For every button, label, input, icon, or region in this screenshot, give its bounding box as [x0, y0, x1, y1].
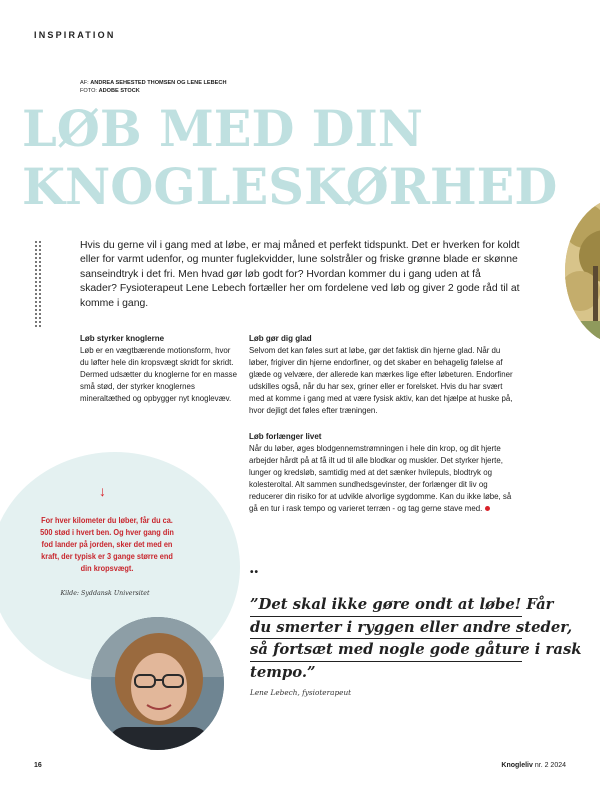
lead-paragraph: Hvis du gerne vil i gang med at løbe, er maj måned et perfekt tidspunkt. Det er hverken for koldt eller for varmt udenfor, og munter fuglekvidder, lune solstråler og friske grønne blade er skønne sanseindtryk i det fri. Men hvad gør løb godt for? Hvordan kommer du i gang uden at få skader? Fysioterapeut Lene Lebech fortæller her om fordelene ved løb og giver 2 gode råd til at komme i gang. — [80, 240, 520, 309]
quote-line-2: du smerter i ryggen eller andre steder, — [250, 617, 522, 640]
quote-line-3: så fortsæt med nogle gode gåture i rask — [250, 639, 522, 662]
decorative-dots — [34, 240, 42, 328]
column-knogler — [80, 333, 240, 405]
factbox-source: Kilde: Syddansk Universitet — [60, 590, 150, 597]
body-knogler: Løb er en vægtbærende motionsform, hvor du løfter hele din kropsvægt skridt for skridt. Dermed udsætter du knoglerne for en masse små stød, der styrker knoglernes mineraltæthed og opbygger nyt knoglevæv. — [80, 346, 238, 404]
byline — [80, 79, 227, 95]
red-dot-icon — [485, 506, 490, 511]
quote-line-4: tempo.” — [250, 663, 316, 681]
arrow-down-icon: ↓ — [99, 483, 106, 499]
portrait-photo — [91, 617, 224, 750]
author-key: AF: — [80, 80, 89, 86]
body-glad: Selvom det kan føles surt at løbe, gør det faktisk din hjerne glad. Når du løber, frigiver din hjerne endorfiner, og det skaber en behagelig følelse af glæde og velvære, der allerede kan mærkes lige efter løbeturen. Endorfiner udskilles også, når du har sex, griner eller er forelsket. Hvis du har svært med at komme i gang med at være fysisk aktiv, kan det hjælpe at huske på, hvor dejligt det føles efter træningen. — [249, 346, 513, 416]
title-line-2: KNOGLESKØRHED — [22, 157, 558, 216]
quote-marks: •• — [250, 567, 260, 578]
body-livet-wrap — [249, 443, 515, 516]
autumn-tree-photo — [565, 196, 600, 346]
page-number: 16 — [34, 762, 42, 769]
quote-author: Lene Lebech, fysioterapeut — [250, 688, 352, 697]
photo-key: FOTO: — [80, 88, 97, 94]
heading-livet: Løb forlænger livet — [249, 431, 322, 441]
title-line-1: LØB MED DIN — [22, 99, 424, 158]
body-livet: Når du løber, øges blodgennemstrømningen i hele din krop, og dit hjerte arbejder hårdt på at få ilt ud til alle blodkar og muskler. Det styrker hjerte, lunger og kredsløb, samtidig med at det sænker hvilepuls, blodtryk og kolesteroltal. Alt sammen sundhedsgevinster, der forlænger dit liv og reducerer din risiko for at udvikle alvorlige sygdomme. Kan du ikke løbe, så gå en tur i rask tempo og varieret terræn - og tag gerne stave med. — [249, 443, 512, 514]
factbox-text: For hver kilometer du løber, får du ca. 500 stød i hvert ben. Og hver gang din fod lander på jorden, sker det med en kraft, der typisk er 3 gange større end din kropsvægt. — [40, 516, 174, 573]
author-names: ANDREA SEHESTED THOMSEN OG LENE LEBECH — [90, 80, 227, 86]
column-right — [249, 333, 515, 515]
heading-glad: Løb gør dig glad — [249, 334, 312, 343]
section-label: INSPIRATION — [34, 30, 116, 40]
magazine-name: Knogleliv — [501, 762, 533, 769]
quote-line-1: ”Det skal ikke gøre ondt at løbe! Får — [250, 594, 522, 617]
heading-knogler: Løb styrker knoglerne — [80, 334, 165, 343]
pull-quote — [250, 594, 582, 683]
issue-number: nr. 2 2024 — [534, 762, 566, 769]
photo-credit: ADOBE STOCK — [98, 88, 140, 94]
page-title — [22, 99, 558, 220]
magazine-issue — [501, 762, 566, 769]
